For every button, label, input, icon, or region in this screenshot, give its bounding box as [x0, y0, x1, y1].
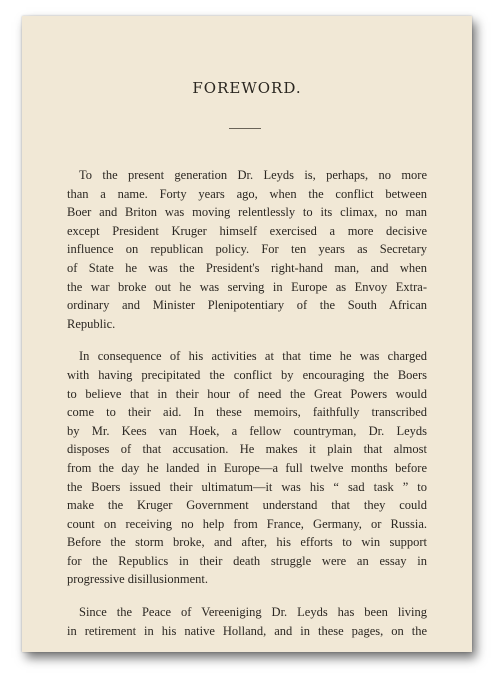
paragraph-line: Republic. [67, 316, 116, 331]
paragraph-line: than a name. Forty years ago, when the conflict between [67, 186, 427, 201]
paragraph-line: the war broke out he was serving in Europe as Envoy Extra- [67, 279, 427, 294]
paragraph-line: make the Kruger Government understand that they could [67, 498, 427, 513]
paragraph-line: from the day he landed in Europe—a full twelve months before [67, 460, 427, 475]
paragraph-3 [67, 603, 427, 640]
paragraph-line: Boer and Briton was moving relentlessly to its climax, no man [67, 205, 427, 220]
paragraph-line: except President Kruger himself exercised a more decisive [67, 223, 427, 238]
paragraph-1 [67, 166, 427, 333]
page-body [67, 166, 427, 652]
paragraph-line: disposes of that accusation. He makes it plain that almost [67, 442, 427, 457]
title-divider [229, 128, 261, 129]
paragraph-line: the Boers issued their ultimatum—it was his “ sad task ” to [67, 479, 427, 494]
paragraph-line: in retirement in his native Holland, and in these pages, on the [67, 623, 427, 638]
paragraph-line: for the Republics in their death struggle were an essay in [67, 553, 427, 568]
paragraph-line: To the present generation Dr. Leyds is, perhaps, no more [79, 168, 427, 182]
page-title: FOREWORD. [192, 79, 302, 97]
paragraph-line: to believe that in their hour of need the Great Powers would [67, 386, 427, 401]
paragraph-line: influence on republican policy. For ten years as Secretary [67, 242, 427, 257]
paragraph-line: Since the Peace of Vereeniging Dr. Leyds has been living [79, 605, 427, 620]
paragraph-line: In consequence of his activities at that time he was charged [79, 349, 427, 364]
paragraph-line: come to their aid. In these memoirs, faithfully transcribed [67, 405, 427, 420]
paragraph-line: by Mr. Kees van Hoek, a fellow countryman, Dr. Leyds [67, 423, 427, 438]
paragraph-line: with having precipitated the conflict by encouraging the Boers [67, 367, 427, 382]
paragraph-line: Before the storm broke, and after, his efforts to win support [67, 535, 427, 550]
book-page [22, 16, 472, 652]
paragraph-line: ordinary and Minister Plenipotentiary of the South African [67, 298, 427, 313]
paragraph-line: count on receiving no help from France, Germany, or Russia. [67, 516, 427, 531]
paragraph-2 [67, 347, 427, 589]
paragraph-line: of State he was the President's right-hand man, and when [67, 260, 427, 275]
paragraph-line: progressive disillusionment. [67, 572, 208, 587]
